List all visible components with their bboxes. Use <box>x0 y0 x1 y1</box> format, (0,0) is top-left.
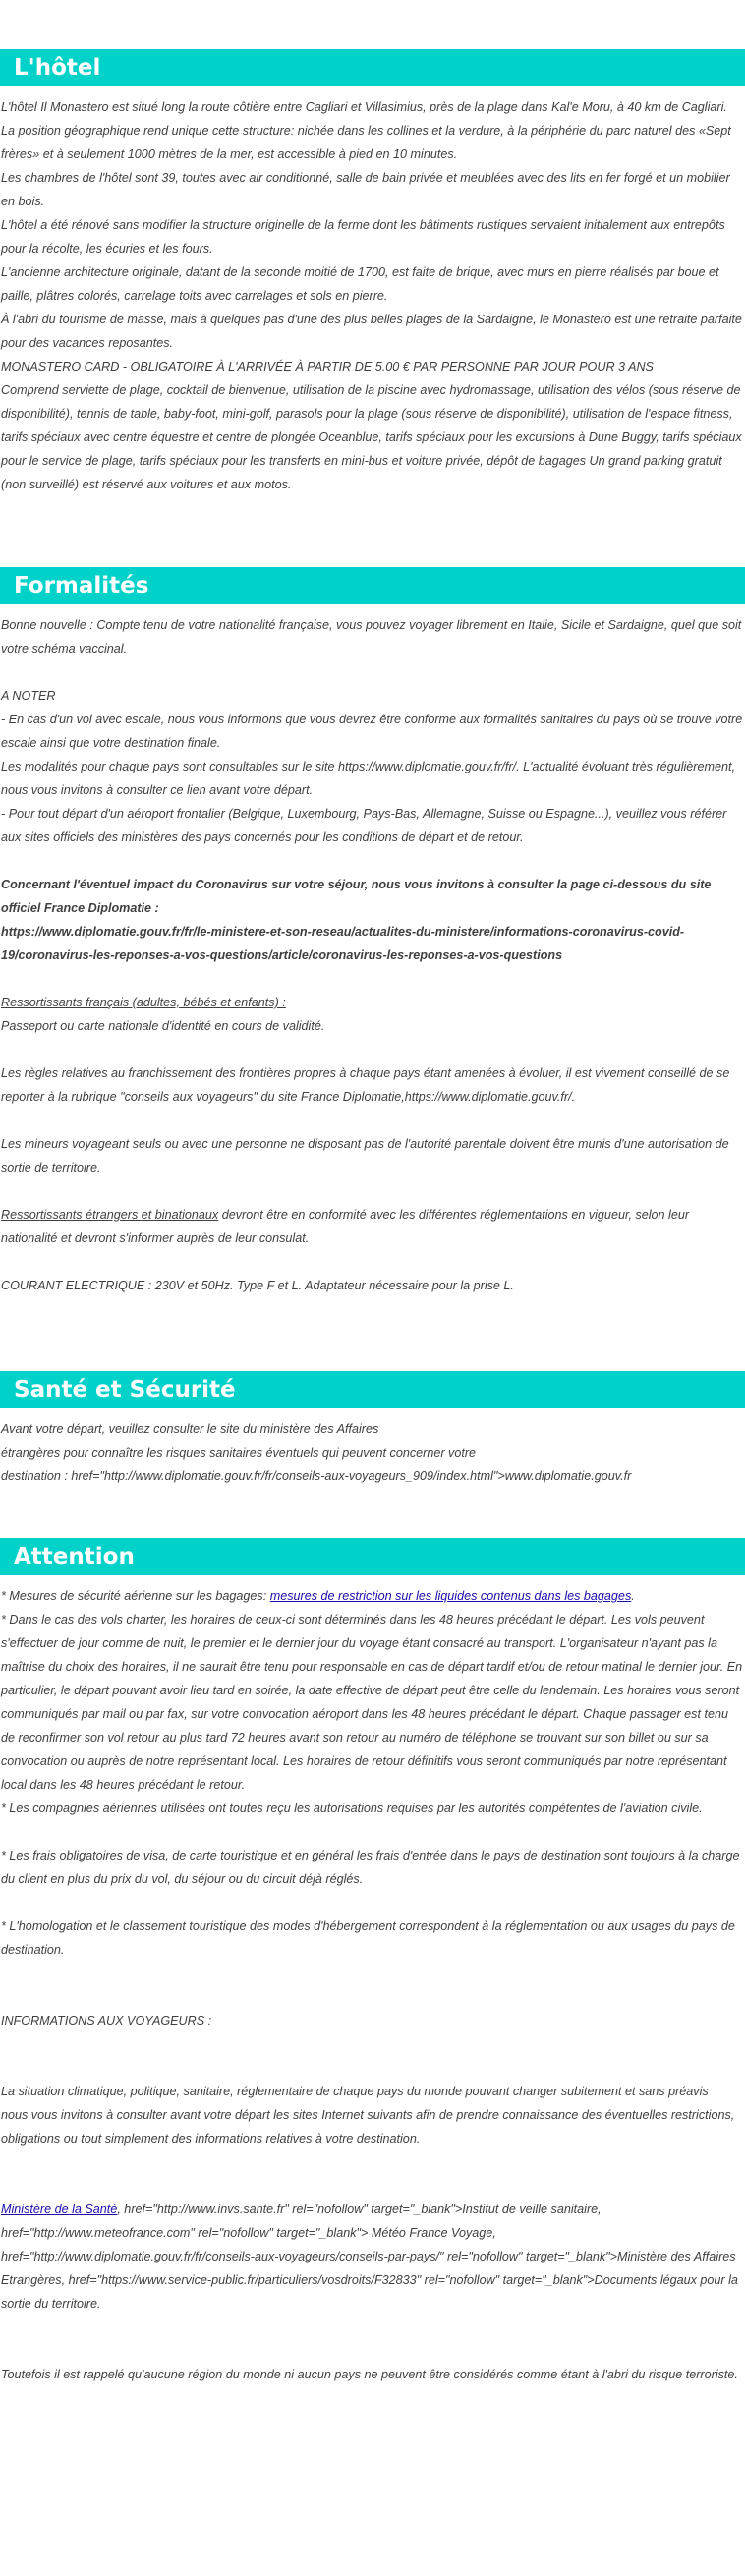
monastero-card-details: Comprend serviette de plage, cocktail de bienvenue, utilisation de la piscine avec hydromassage, utilisation des vélos (sous réserve de disponibilité), tennis de table, baby-foot, mini-golf, parasols pour la plage (sous réserve de disponibilité), utilisation de l'espace fitness, tarifs spéciaux avec centre équestre et centre de plongée Oceanblue, tarifs spéciaux pour les excursions à Dune Buggy, tarifs spéciaux pour le service de plage, tarifs spéciaux pour les transferts en mini-bus et voiture privée, dépôt de bagages Un grand parking gratuit (non surveillé) est réservé aux voitures et aux motos. <box>1 383 742 491</box>
charter-flights-text: * Dans le cas des vols charter, les horaires de ceux-ci sont déterminés dans les 48 heures précédant le départ. Les vols peuvent s'effectuer de jour comme de nuit, le premier et le dernier jour du voyage étant consacré au transport. L'organisateur n'ayant pas la maîtrise du choix des horaires, il ne saurait être tenu pour responsable en cas de départ tardif et/ou de retour matinal le dernier jour. En particulier, le départ pouvant avoir lieu tard en soirée, la date effective de départ peut être celle du lendemain. Les horaires vous seront communiqués par mail ou par fax, sur votre convocation aéroport dans les 48 heures précédant le départ. Chaque passager est tenu de reconfirmer son vol retour au plus tard 72 heures avant son retour au numéro de téléphone se trouvant sur son billet ou sur sa convocation ou auprès de notre représentant local. Les horaires de retour définitifs vous seront communiqués par notre représentant local dans les 48 heures précédant le retour. <box>1 1613 743 1792</box>
hotel-section <box>0 49 745 496</box>
terrorism-risk-text: Toutefois il est rappelé qu'aucune région du monde ni aucun pays ne peuvent être considérés comme étant à l'abri du risque terroriste. <box>1 2368 738 2381</box>
nationality-notice: Bonne nouvelle : Compte tenu de votre nationalité française, vous pouvez voyager librement en Italie, Sicile et Sardaigne, quel que soit votre schéma vaccinal. <box>1 618 742 656</box>
french-nationals-label: Ressortissants français (adultes, bébés et enfants) : <box>1 996 286 1009</box>
useful-links-list: , href="http://www.invs.sante.fr" rel="nofollow" target="_blank">Institut de veille sanitaire, href="http://www.meteofrance.com" rel="nofollow" target="_blank"> Météo France Voyage, href="http://www.diplomatie.gouv.fr/fr/conseils-aux-voyageurs/conseils-par-pays/" rel="nofollow" target="_blank">Ministère des Affaires Etrangères, href="https://www.service-public.fr/particuliers/vosdroits/F32833" rel="nofollow" target="_blank">Documents légaux pour la sortie du territoire. <box>1 2203 738 2311</box>
hotel-location-text: L'hôtel Il Monastero est situé long la route côtière entre Cagliari et Villasimius, près de la plage dans Kal'e Moru, à 40 km de Cagliari. <box>1 100 727 114</box>
attention-section <box>0 1538 745 2386</box>
french-nationals-docs: Passeport ou carte nationale d'identité en cours de validité. <box>1 1019 325 1033</box>
hotel-rooms-text: Les chambres de l'hôtel sont 39, toutes avec air conditionné, salle de bain privée et meublées avec des lits en fer forgé et un mobilier en bois. <box>1 171 730 208</box>
monastero-card-text: MONASTERO CARD - OBLIGATOIRE À L'ARRIVÉE À PARTIR DE 5.00 € PAR PERSONNE PAR JOUR POUR 3 ANS <box>1 360 654 373</box>
minors-text: Les mineurs voyageant seuls ou avec une personne ne disposant pas de l'autorité parentale doivent être munis d'une autorisation de sortie de territoire. <box>1 1137 729 1174</box>
ministry-health-link[interactable]: Ministère de la Santé <box>1 2203 118 2216</box>
accommodation-rating-text: * L'homologation et le classement touristique des modes d'hébergement correspondent à la réglementation ou aux usages du pays de destination. <box>1 1919 735 1957</box>
liquids-restriction-link[interactable]: mesures de restriction sur les liquides contenus dans les bagages <box>269 1589 632 1603</box>
hotel-renovation-text: L'hôtel a été rénové sans modifier la structure originelle de la ferme dont les bâtiments rustiques servaient initialement aux entrepôts pour la récolte, les écuries et les fours. <box>1 218 725 256</box>
sante-heading: Santé et Sécurité <box>0 1371 745 1408</box>
border-rules-text: Les règles relatives au franchissement des frontières propres à chaque pays étant amenées à évoluer, il est vivement conseillé de se reporter à la rubrique "conseils aux voyageurs" du site France Diplomatie,https://www.diplomatie.gouv.fr/. <box>1 1066 730 1104</box>
hotel-geography-text: La position géographique rend unique cette structure: nichée dans les collines et la verdure, à la périphérie du parc naturel des «Sept frères» et à seulement 1000 mètres de la mer, est accessible à pied en 10 minutes. <box>1 124 731 161</box>
formalites-heading: Formalités <box>0 567 745 604</box>
luggage-security-text <box>1 1584 744 1608</box>
airlines-authorization-text: * Les compagnies aériennes utilisées ont toutes reçu les autorisations requises par les autorités compétentes de l'aviation civile. <box>1 1802 703 1815</box>
foreign-nationals-rules: devront être en conformité avec les différentes réglementations en vigueur, selon leur nationalité et devront s'informer auprès de leur consulat. <box>1 1208 690 1245</box>
useful-links-text <box>1 2198 744 2316</box>
luggage-security-end: . <box>631 1589 635 1603</box>
coronavirus-url[interactable]: https://www.diplomatie.gouv.fr/fr/le-ministere-et-son-reseau/actualites-du-ministere/informations-coronavirus-covid-19/coronavirus-les-reponses-a-vos-questions/article/coronavirus-les-reponses-a-vos-questions <box>1 925 685 962</box>
hotel-architecture-text: L'ancienne architecture originale, datant de la seconde moitié de 1700, est faite de brique, avec murs en pierre réalisés par boue et paille, plâtres colorés, carrelage toits avec carrelages et sols en pierre. <box>1 265 719 303</box>
attention-heading: Attention <box>0 1538 745 1575</box>
luggage-security-intro: * Mesures de sécurité aérienne sur les bagages: <box>1 1589 270 1603</box>
traveler-info-label: INFORMATIONS AUX VOYAGEURS : <box>1 2014 212 2028</box>
hotel-retreat-text: À l'abri du tourisme de masse, mais à quelques pas d'une des plus belles plages de la Sardaigne, le Monastero est une retraite parfaite pour des vacances reposantes. <box>1 313 742 350</box>
electric-current-text: COURANT ELECTRIQUE : 230V et 50Hz. Type F et L. Adaptateur nécessaire pour la prise L. <box>1 1279 514 1292</box>
consult-sites-text: nous vous invitons à consulter avant votre départ les sites Internet suivants afin de prendre connaissance des éventuelles restrictions, obligations ou tout simplement des informations relatives à votre destination. <box>1 2108 735 2146</box>
country-situation-text: La situation climatique, politique, sanitaire, réglementaire de chaque pays du monde pouvant changer subitement et sans préavis <box>1 2085 709 2098</box>
foreign-nationals-label: Ressortissants étrangers et binationaux <box>1 1208 219 1222</box>
diplomatie-modalities-text: Les modalités pour chaque pays sont consultables sur le site https://www.diplomatie.gouv.fr/fr/. L'actualité évoluant très régulièrement, nous vous invitons à consulter ce lien avant votre départ. <box>1 760 735 797</box>
coronavirus-notice: Concernant l'éventuel impact du Coronavirus sur votre séjour, nous vous invitons à consulter la page ci-dessous du site officiel France Diplomatie : <box>1 878 712 915</box>
hotel-heading: L'hôtel <box>0 49 745 86</box>
visa-fees-text: * Les frais obligatoires de visa, de carte touristique et en général les frais d'entrée dans le pays de destination sont toujours à la charge du client en plus du prix du vol, du séjour ou du circuit déjà réglés. <box>1 1849 740 1886</box>
sante-line-3: destination : href="http://www.diplomatie.gouv.fr/fr/conseils-aux-voyageurs_909/index.html">www.diplomatie.gouv.fr <box>1 1469 632 1483</box>
border-airport-notice: - Pour tout départ d'un aéroport frontalier (Belgique, Luxembourg, Pays-Bas, Allemagne, Suisse ou Espagne...), veuillez vous référer aux sites officiels des ministères des pays concernés pour les conditions de départ et de retour. <box>1 807 727 844</box>
sante-section <box>0 1371 745 1488</box>
a-noter-label: A NOTER <box>1 689 56 703</box>
sante-line-2: étrangères pour connaître les risques sanitaires éventuels qui peuvent concerner votre <box>1 1446 477 1460</box>
formalites-section <box>0 567 745 1297</box>
stopover-notice: - En cas d'un vol avec escale, nous vous informons que vous devrez être conforme aux formalités sanitaires du pays où se trouve votre escale ainsi que votre destination finale. <box>1 713 743 750</box>
foreign-nationals-text <box>1 1203 744 1250</box>
sante-line-1: Avant votre départ, veuillez consulter le site du ministère des Affaires <box>1 1422 379 1436</box>
